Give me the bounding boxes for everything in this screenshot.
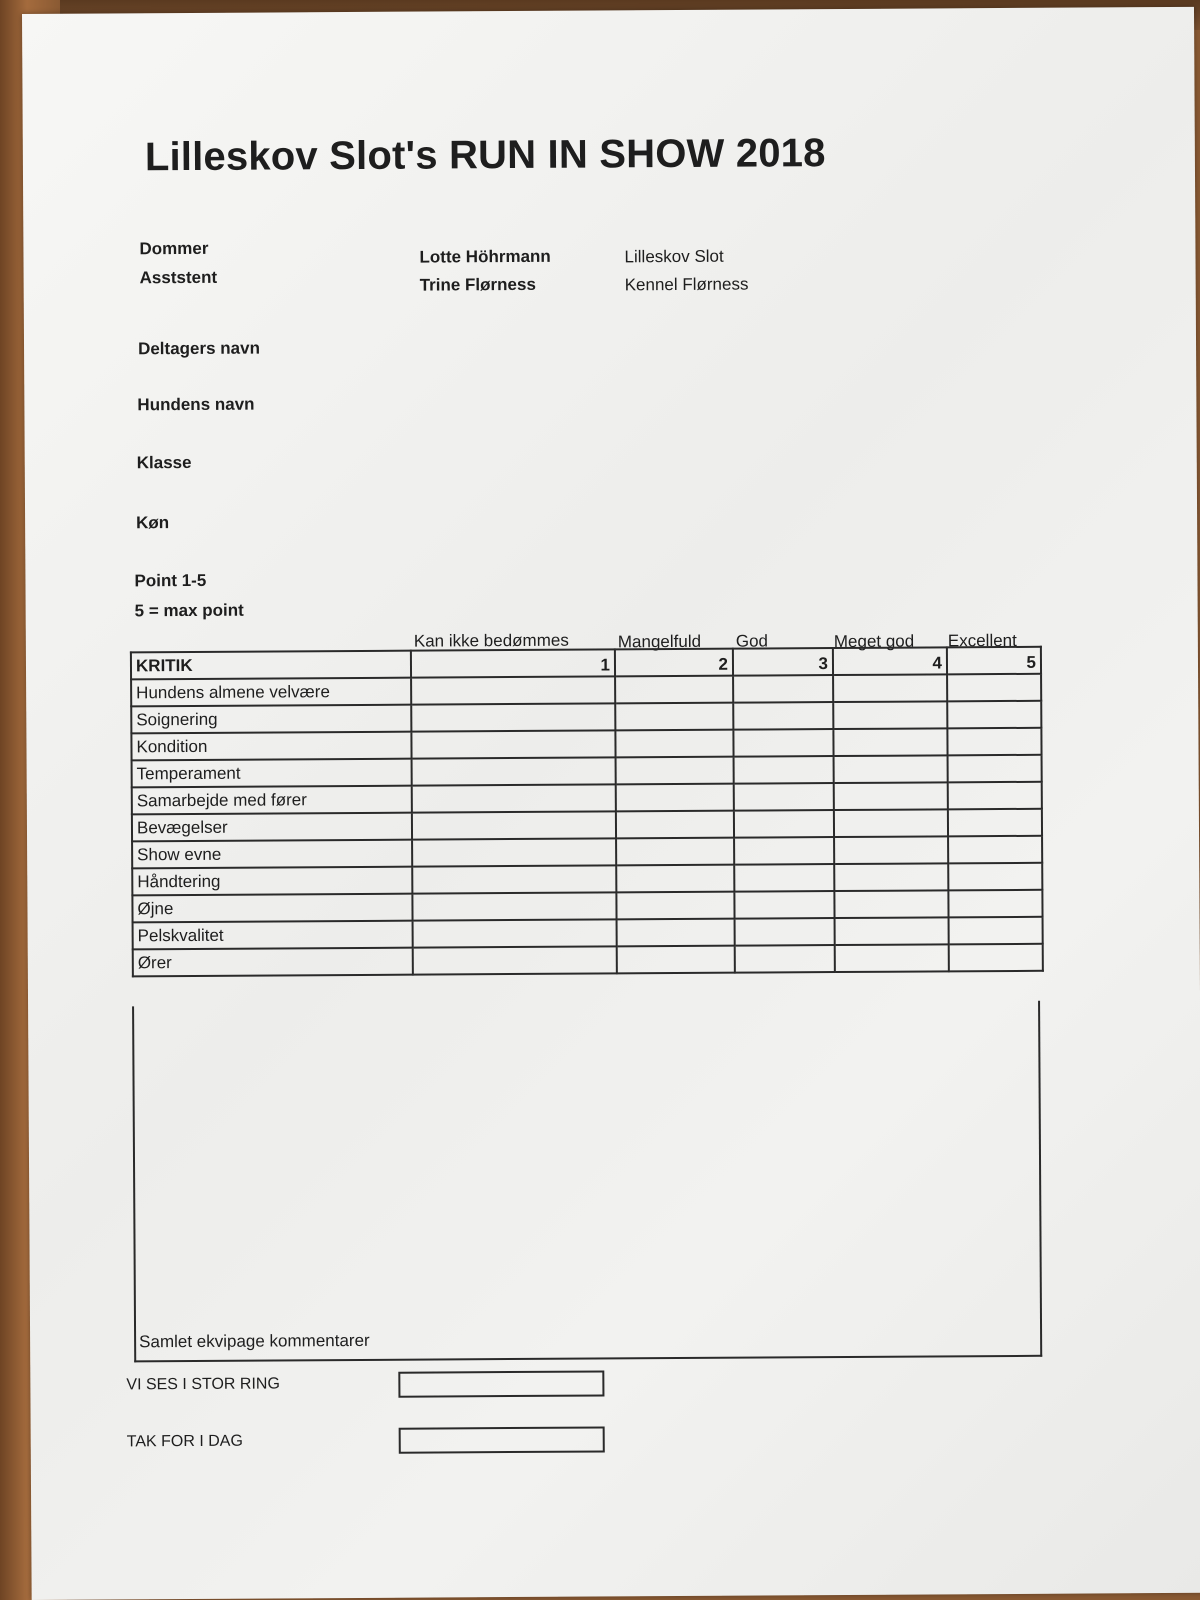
judge-label: Dommer bbox=[139, 238, 209, 259]
comments-box[interactable] bbox=[132, 1001, 1042, 1363]
score-cell-5[interactable] bbox=[948, 863, 1042, 891]
score-cell-5[interactable] bbox=[948, 782, 1042, 810]
score-cell-1[interactable] bbox=[411, 703, 615, 731]
dog-name-label: Hundens navn bbox=[137, 394, 255, 415]
thanks-checkbox[interactable] bbox=[399, 1426, 605, 1453]
score-cell-5[interactable] bbox=[949, 944, 1043, 972]
criteria-label: Kondition bbox=[131, 732, 411, 761]
score-cell-3[interactable] bbox=[735, 945, 835, 973]
score-cell-4[interactable] bbox=[834, 836, 948, 864]
score-cell-4[interactable] bbox=[834, 782, 948, 810]
assistant-name: Trine Flørness bbox=[419, 274, 536, 295]
criteria-label: Hundens almene velvære bbox=[131, 678, 411, 707]
score-cell-4[interactable] bbox=[834, 809, 948, 837]
score-cell-2[interactable] bbox=[615, 730, 733, 758]
score-cell-3[interactable] bbox=[733, 702, 833, 730]
score-cell-4[interactable] bbox=[833, 728, 947, 756]
score-cell-3[interactable] bbox=[733, 729, 833, 757]
score-cell-1[interactable] bbox=[412, 811, 616, 839]
score-cell-3[interactable] bbox=[734, 891, 834, 919]
criteria-label: Samarbejde med fører bbox=[132, 786, 412, 815]
score-cell-2[interactable] bbox=[617, 919, 735, 947]
criteria-label: Ører bbox=[133, 948, 413, 977]
score-cell-3[interactable] bbox=[734, 810, 834, 838]
criteria-table bbox=[130, 646, 1044, 978]
assistant-label: Asststent bbox=[139, 267, 218, 288]
class-label: Klasse bbox=[136, 452, 192, 473]
score-cell-1[interactable] bbox=[412, 838, 616, 866]
big-ring-label: VI SES I STOR RING bbox=[126, 1375, 280, 1394]
scale-header-1: Kan ikke bedømmes bbox=[413, 630, 569, 651]
score-cell-1[interactable] bbox=[413, 946, 617, 974]
score-cell-5[interactable] bbox=[947, 728, 1041, 756]
criteria-label: Temperament bbox=[132, 759, 412, 788]
score-cell-1[interactable] bbox=[412, 892, 616, 920]
criteria-label: Show evne bbox=[132, 840, 412, 869]
score-cell-1[interactable] bbox=[412, 757, 616, 785]
score-cell-5[interactable] bbox=[948, 890, 1042, 918]
score-cell-2[interactable] bbox=[616, 784, 734, 812]
criteria-label: Soignering bbox=[131, 705, 411, 734]
scale-header-2: Mangelfuld bbox=[617, 631, 702, 652]
score-header-2: 2 bbox=[615, 649, 733, 677]
score-cell-3[interactable] bbox=[734, 783, 834, 811]
score-cell-5[interactable] bbox=[949, 917, 1043, 945]
score-header-4: 4 bbox=[833, 647, 947, 675]
judge-name: Lotte Höhrmann bbox=[419, 246, 551, 267]
score-cell-2[interactable] bbox=[616, 865, 734, 893]
score-cell-3[interactable] bbox=[734, 837, 834, 865]
score-header-3: 3 bbox=[733, 648, 833, 676]
score-cell-5[interactable] bbox=[947, 701, 1041, 729]
score-cell-5[interactable] bbox=[947, 674, 1041, 702]
score-cell-5[interactable] bbox=[948, 836, 1042, 864]
participant-name-label: Deltagers navn bbox=[137, 338, 260, 359]
score-sheet bbox=[22, 7, 1200, 1600]
comments-label: Samlet ekvipage kommentarer bbox=[139, 1330, 370, 1352]
criteria-label: Håndtering bbox=[132, 867, 412, 896]
max-point-note: 5 = max point bbox=[134, 600, 244, 621]
score-cell-4[interactable] bbox=[833, 674, 947, 702]
criteria-row bbox=[133, 944, 1043, 977]
gender-label: Køn bbox=[136, 513, 170, 533]
score-cell-2[interactable] bbox=[615, 703, 733, 731]
score-cell-2[interactable] bbox=[617, 946, 735, 974]
score-header-5: 5 bbox=[947, 647, 1041, 675]
score-cell-1[interactable] bbox=[413, 919, 617, 947]
sheet-title: Lilleskov Slot's RUN IN SHOW 2018 bbox=[144, 131, 826, 180]
criteria-label: Pelskvalitet bbox=[133, 921, 413, 950]
table-header-label: KRITIK bbox=[131, 651, 411, 680]
score-cell-2[interactable] bbox=[616, 838, 734, 866]
score-cell-4[interactable] bbox=[834, 755, 948, 783]
score-cell-2[interactable] bbox=[616, 757, 734, 785]
scale-header-4: Meget god bbox=[833, 631, 915, 652]
score-cell-4[interactable] bbox=[834, 863, 948, 891]
judge-affiliation: Lilleskov Slot bbox=[624, 246, 724, 267]
score-cell-1[interactable] bbox=[412, 865, 616, 893]
criteria-label: Bevægelser bbox=[132, 813, 412, 842]
score-cell-1[interactable] bbox=[411, 730, 615, 758]
score-cell-4[interactable] bbox=[834, 890, 948, 918]
scale-header-5: Excellent bbox=[947, 630, 1017, 651]
score-cell-4[interactable] bbox=[835, 944, 949, 972]
score-cell-5[interactable] bbox=[948, 809, 1042, 837]
big-ring-checkbox[interactable] bbox=[398, 1370, 604, 1397]
criteria-label: Øjne bbox=[132, 894, 412, 923]
scale-header-3: God bbox=[735, 631, 769, 651]
score-cell-3[interactable] bbox=[733, 675, 833, 703]
point-range-note: Point 1-5 bbox=[134, 570, 207, 591]
score-cell-1[interactable] bbox=[411, 676, 615, 704]
score-cell-2[interactable] bbox=[616, 892, 734, 920]
thanks-label: TAK FOR I DAG bbox=[126, 1432, 243, 1451]
score-cell-2[interactable] bbox=[615, 676, 733, 704]
score-cell-4[interactable] bbox=[835, 917, 949, 945]
score-cell-3[interactable] bbox=[735, 918, 835, 946]
score-cell-5[interactable] bbox=[948, 755, 1042, 783]
assistant-affiliation: Kennel Flørness bbox=[624, 274, 749, 295]
score-cell-4[interactable] bbox=[833, 701, 947, 729]
score-cell-2[interactable] bbox=[616, 811, 734, 839]
score-header-1: 1 bbox=[411, 649, 615, 677]
score-cell-3[interactable] bbox=[734, 864, 834, 892]
score-cell-1[interactable] bbox=[412, 784, 616, 812]
score-cell-3[interactable] bbox=[734, 756, 834, 784]
